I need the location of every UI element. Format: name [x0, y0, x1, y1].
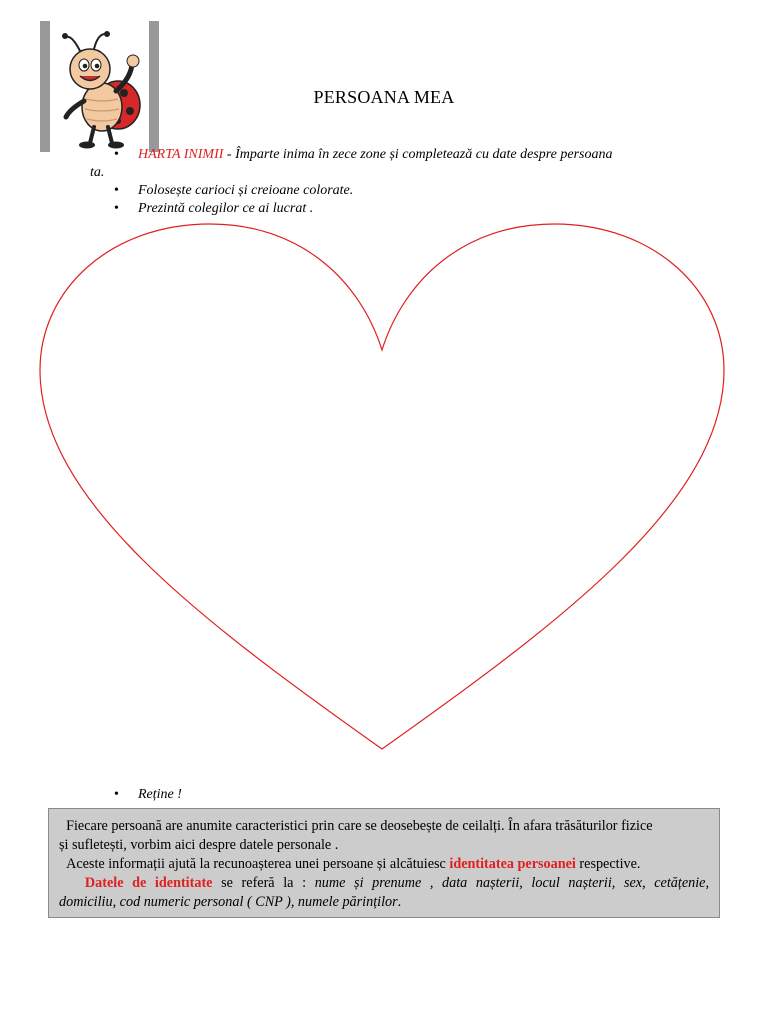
- bullet-icon: •: [114, 787, 119, 802]
- datele-de-identitate-highlight: Datele de identitate: [84, 875, 213, 891]
- instruction-text: - Împarte inima în zece zone și completează cu date despre persoana: [223, 147, 613, 162]
- bullet-icon: •: [114, 201, 119, 216]
- note-text: .: [397, 894, 402, 910]
- retine-label: Reține !: [138, 787, 182, 802]
- note-text: se referă la :: [212, 875, 315, 891]
- page-title: PERSOANA MEA: [313, 87, 455, 107]
- instruction-continuation: ta.: [90, 165, 105, 180]
- note-line: [59, 874, 709, 893]
- harta-inimii-label: HARTA INIMII: [138, 147, 224, 162]
- note-italic-text: nume și prenume , data nașterii, locul nașterii, sex, cetățenie,: [314, 875, 709, 891]
- bullet-icon: •: [114, 147, 119, 162]
- note-text: Fiecare persoană are anumite caracteristici prin care se deosebește de ceilalți. În afara trăsăturilor fizice: [66, 818, 653, 834]
- instruction-text: Folosește carioci și creioane colorate.: [138, 183, 354, 198]
- note-line: [59, 817, 709, 836]
- bullet-icon: •: [114, 183, 119, 198]
- note-text: Aceste informații ajută la recunoașterea unei persoane și alcătuiesc: [66, 856, 450, 872]
- note-text: și sufletești, vorbim aici despre datele personale .: [59, 837, 339, 853]
- info-note-box: [48, 808, 720, 918]
- retine-item: [114, 787, 182, 803]
- note-italic-text: domiciliu, cod numeric personal ( CNP ), numele părinților: [59, 894, 398, 910]
- instruction-text: Prezintă colegilor ce ai lucrat .: [138, 201, 314, 216]
- identitatea-persoanei-highlight: identitatea persoanei: [449, 856, 576, 872]
- note-line: [59, 855, 709, 874]
- note-line: [59, 893, 709, 912]
- note-line: [59, 836, 709, 855]
- note-text: respective.: [575, 856, 641, 872]
